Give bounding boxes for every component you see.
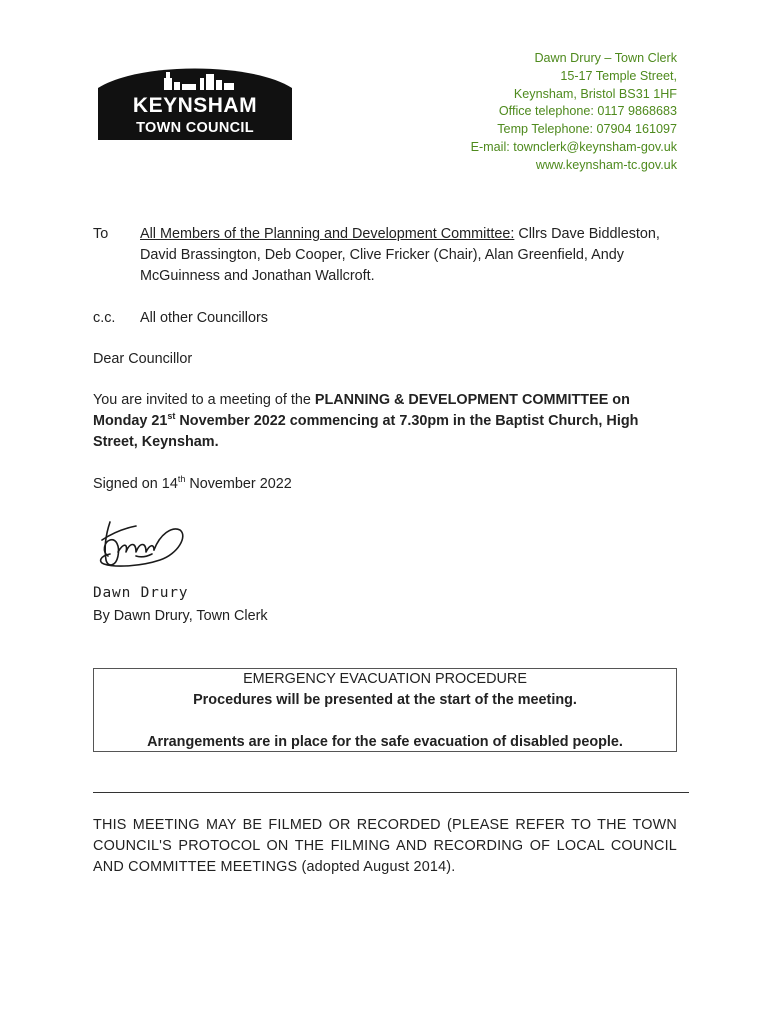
meeting-date-suffix: st	[167, 411, 176, 422]
temp-phone: Temp Telephone: 07904 161097	[497, 122, 677, 137]
signed-date-suffix: th	[177, 474, 186, 485]
meeting-details-1: PLANNING & DEVELOPMENT COMMITTEE on Monday 21	[93, 392, 630, 429]
signed-date	[93, 474, 292, 495]
clerk-name-line: Dawn Drury – Town Clerk	[534, 51, 677, 65]
cc-value: All other Councillors	[140, 310, 268, 326]
horizontal-rule	[93, 792, 689, 793]
website-link[interactable]: www.keynsham-tc.gov.uk	[535, 157, 677, 172]
signed-prefix: Signed on 14	[93, 476, 178, 492]
salutation: Dear Councillor	[93, 351, 193, 367]
signatory-line: By Dawn Drury, Town Clerk	[93, 608, 268, 624]
office-phone: Office telephone: 0117 9868683	[498, 104, 677, 119]
meeting-details-2: November 2022 commencing at 7.30pm in the Baptist Church, High Street, Keynsham.	[93, 413, 639, 450]
handwritten-signature	[96, 512, 190, 572]
contact-block	[471, 50, 677, 175]
logo-title: KEYNSHAM	[132, 94, 258, 117]
invite-intro: You are invited to a meeting of the	[93, 392, 315, 408]
address-line-1: 15-17 Temple Street,	[560, 68, 677, 83]
email-address[interactable]: E-mail: townclerk@keynsham-gov.uk	[470, 139, 677, 154]
committee-members: Cllrs Dave Biddleston, David Brassington, Deb Cooper, Clive Fricker (Chair), Alan Greenfield, Andy McGuinness and Jonathan Wallcroft.	[140, 226, 660, 284]
evacuation-notice-box	[93, 668, 677, 752]
committee-name: All Members of the Planning and Development Committee:	[140, 226, 515, 242]
cc-label: c.c.	[93, 310, 116, 326]
filming-notice: THIS MEETING MAY BE FILMED OR RECORDED (PLEASE REFER TO THE TOWN COUNCIL'S PROTOCOL ON THE FILMING AND RECORDING OF LOCAL COUNCIL AND COMMITTEE MEETINGS (adopted August 2014).	[93, 817, 677, 875]
signed-suffix: November 2022	[185, 476, 292, 492]
evacuation-arrangements: Arrangements are in place for the safe evacuation of disabled people.	[147, 734, 623, 750]
evacuation-procedures: Procedures will be presented at the start of the meeting.	[193, 692, 577, 708]
recipients-text	[140, 224, 680, 287]
typed-signature-name: Dawn Drury	[93, 585, 189, 601]
evacuation-title: EMERGENCY EVACUATION PROCEDURE	[243, 671, 527, 687]
invitation-paragraph	[93, 390, 683, 453]
address-line-2: Keynsham, Bristol BS31 1HF	[513, 86, 677, 101]
to-label: To	[93, 226, 109, 242]
logo-subtitle: TOWN COUNCIL	[136, 120, 254, 136]
council-logo	[98, 58, 292, 140]
